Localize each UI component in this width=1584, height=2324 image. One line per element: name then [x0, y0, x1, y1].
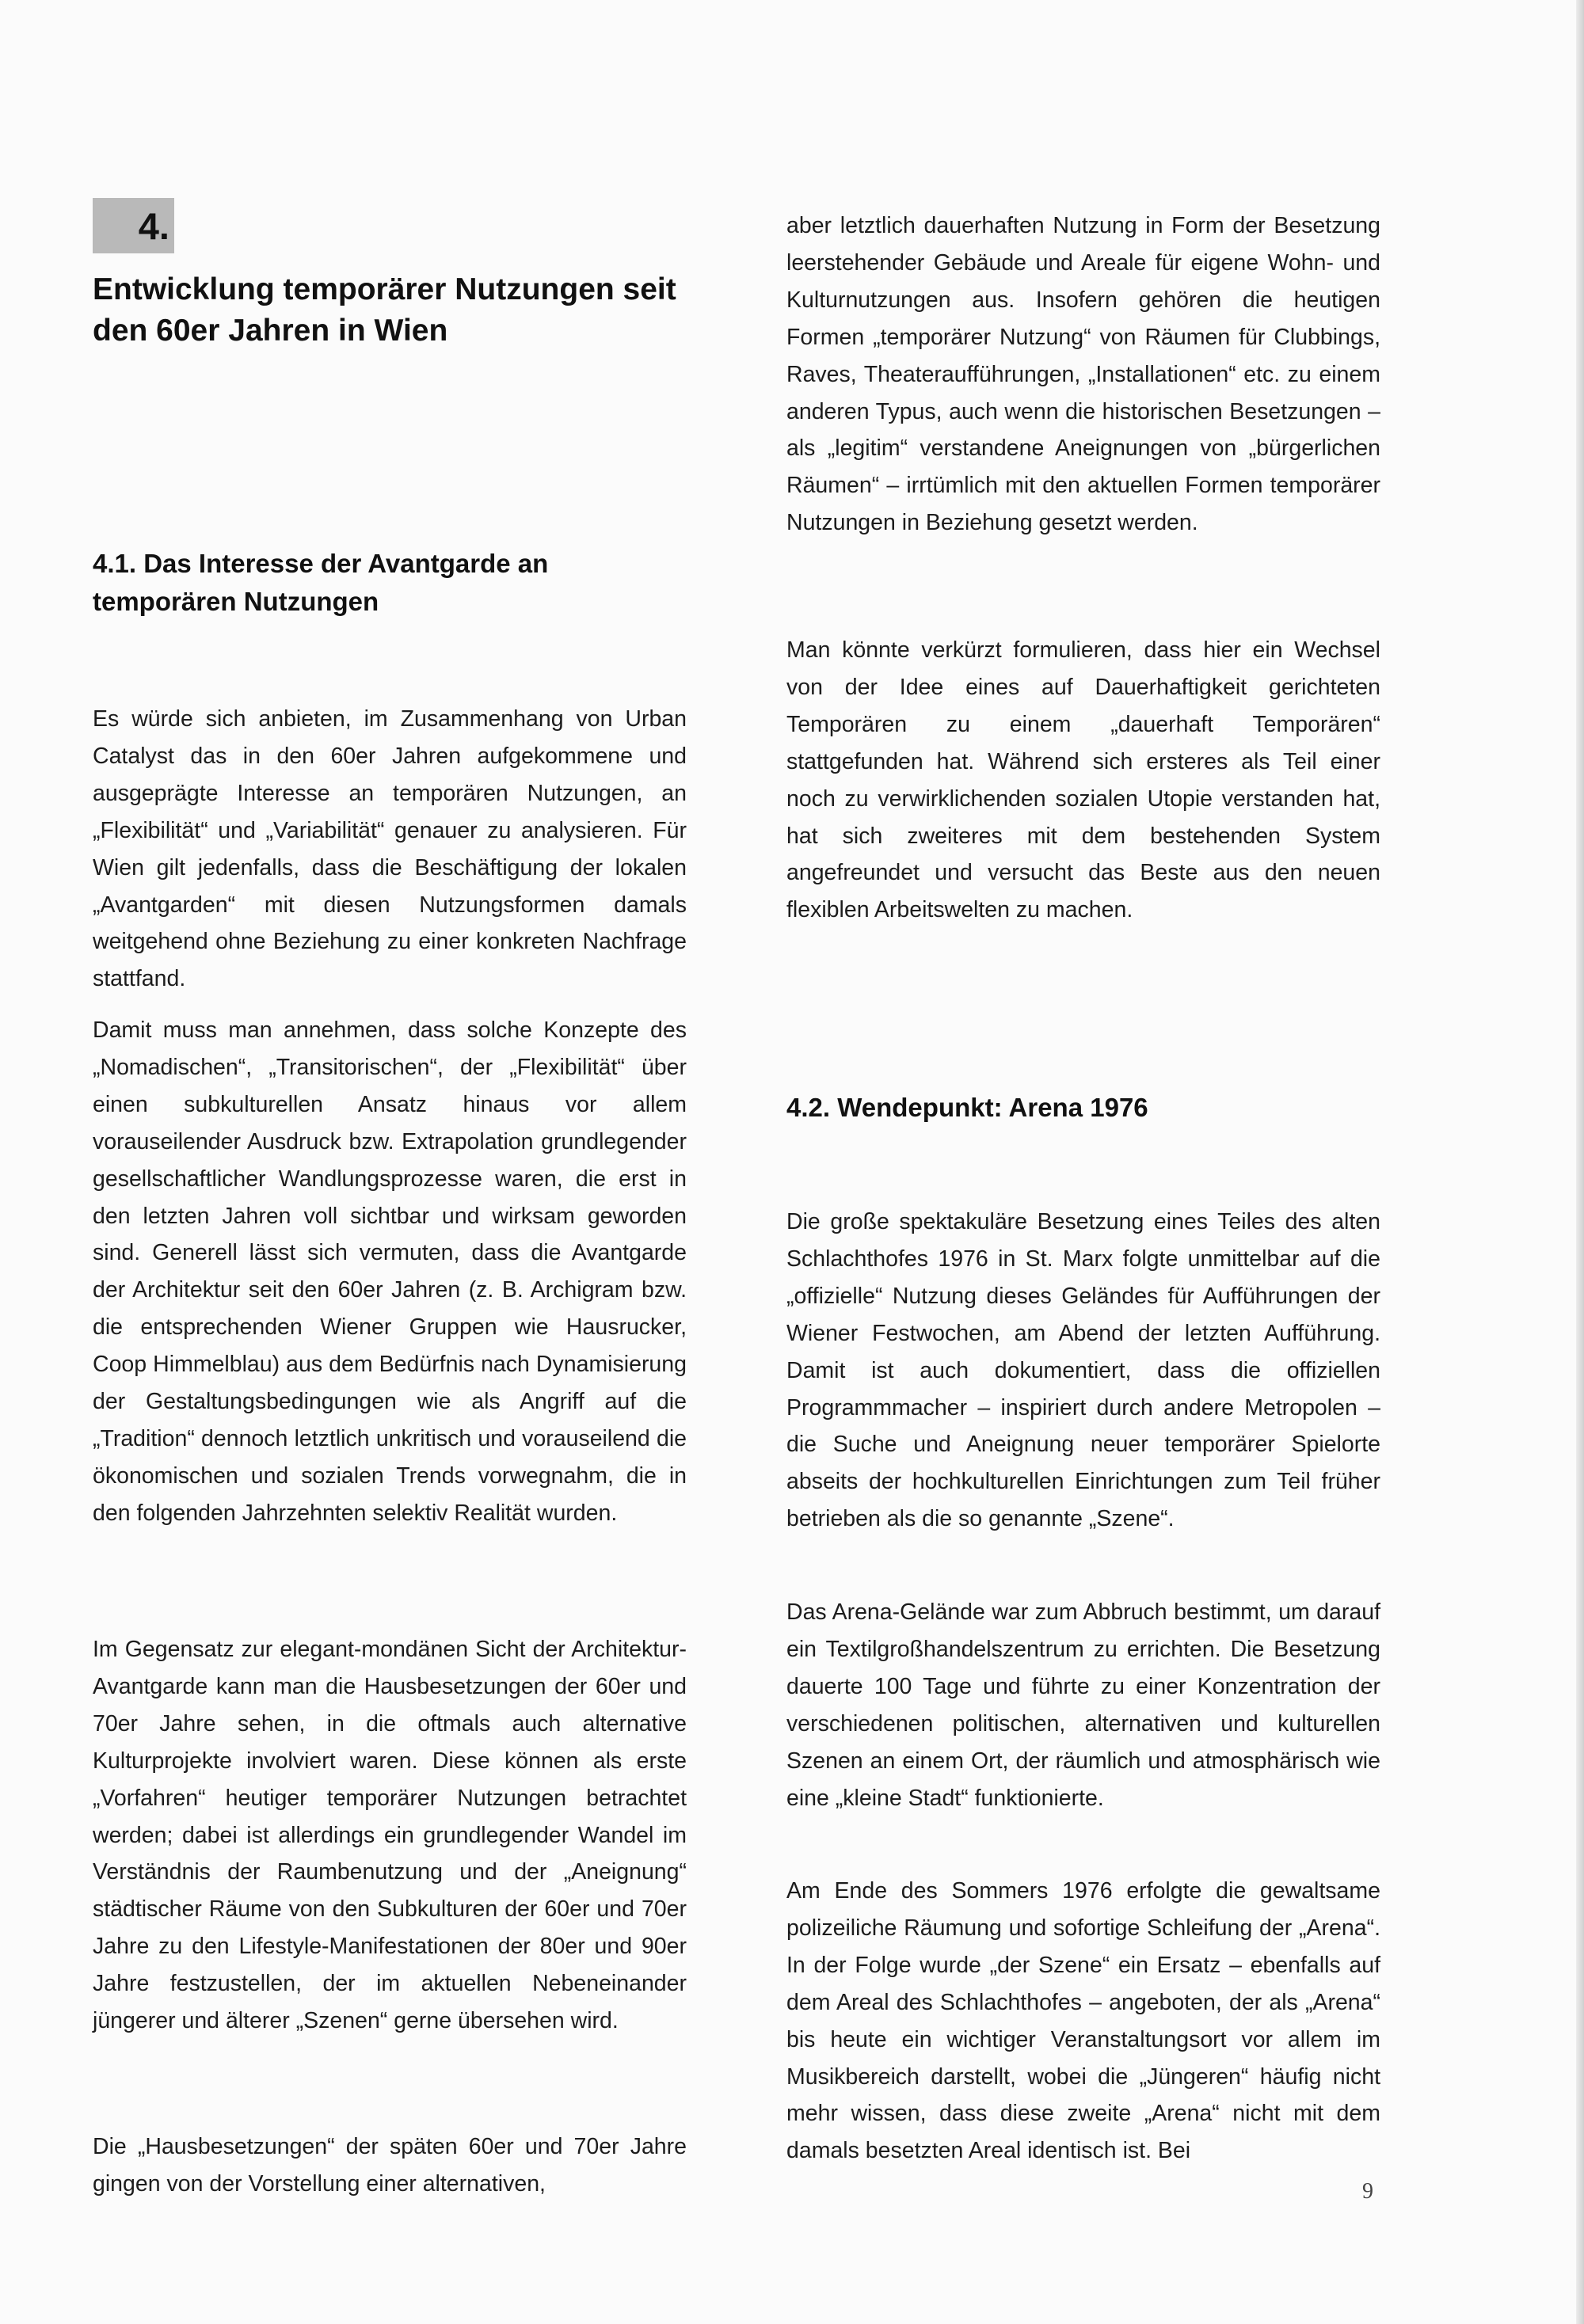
section-4-1-title: 4.1. Das Interesse der Avantgarde an temporären Nutzungen [93, 549, 549, 616]
left-paragraph-4: Die „Hausbesetzungen“ der späten 60er und 70er Jahre gingen von der Vorstellung einer alternativen, [93, 2134, 687, 2197]
right-paragraph-4: Das Arena-Gelände war zum Abbruch bestimmt, um darauf ein Textilgroßhandelszentrum zu errichten. Die Besetzung dauerte 100 Tage und führte zu einer Konzentration der verschiedenen politischen, alternativen und kulturellen Szenen an einem Ort, der räumlich und atmosphärisch wie eine „kleine Stadt“ funktionierte. [786, 1599, 1380, 1811]
right-paragraph-1: aber letztlich dauerhaften Nutzung in Form der Besetzung leerstehender Gebäude und Areale für eigene Wohn- und Kulturnutzungen aus. Insofern gehören die heutigen Formen „temporärer Nutzung“ von Räumen für Clubbings, Raves, Theateraufführungen, „Installationen“ etc. zu einem anderen Typus, auch wenn die historischen Besetzungen – als „legitim“ verstandene Aneignungen von „bürgerlichen Räumen“ – irrtümlich mit den aktuellen Formen temporärer Nutzungen in Beziehung gesetzt werden. [786, 213, 1380, 536]
chapter-number-box [93, 198, 174, 253]
left-paragraph-1: Es würde sich anbieten, im Zusammenhang von Urban Catalyst das in den 60er Jahren aufgekommene und ausgeprägte Interesse an temporären Nutzungen, an „Flexibilität“ und „Variabilität“ genauer zu analysieren. Für Wien gilt jedenfalls, dass die Beschäftigung der lokalen „Avantgarden“ mit diesen Nutzungsformen damals weitgehend ohne Beziehung zu einer konkreten Nachfrage stattfand. [93, 706, 687, 992]
page-number: 9 [1362, 2179, 1373, 2204]
right-paragraph-3: Die große spektakuläre Besetzung eines Teiles des alten Schlachthofes 1976 in St. Marx folgte unmittelbar auf die „offizielle“ Nutzung dieses Geländes für Aufführungen der Wiener Festwochen, am Abend der letzten Aufführung. Damit ist auch dokumentiert, dass die offiziellen Programmmacher – inspiriert durch andere Metropolen – die Suche und Aneignung neuer temporärer Spielorte abseits der hochkulturellen Einrichtungen zum Teil früher betrieben als die so genannte „Szene“. [786, 1209, 1380, 1532]
left-paragraph-2: Damit muss man annehmen, dass solche Konzepte des „Nomadischen“, „Transitorischen“, der „Flexibilität“ über einen subkulturellen Ansatz hinaus vor allem vorauseilender Ausdruck bzw. Extrapolation grundlegender gesellschaftlicher Wandlungsprozesse waren, die erst in den letzten Jahren voll sichtbar und wirksam geworden sind. Generell lässt sich vermuten, dass die Avantgarde der Architektur seit den 60er Jahren (z. B. Archigram bzw. die entsprechenden Wiener Gruppen wie Hausrucker, Coop Himmelblau) aus dem Bedürfnis nach Dynamisierung der Gestaltungsbedingungen wie als Angriff auf die „Tradition“ dennoch letztlich unkritisch und vorauseilend die ökonomischen und sozialen Trends vorwegnahm, die in den folgenden Jahrzehnten selektiv Realität wurden. [93, 1017, 687, 1526]
left-paragraph-3: Im Gegensatz zur elegant-mondänen Sicht der Architektur-Avantgarde kann man die Hausbesetzungen der 60er und 70er Jahre sehen, in die oftmals auch alternative Kulturprojekte involviert waren. Diese können als erste „Vorfahren“ heutiger temporärer Nutzungen betrachtet werden; dabei ist allerdings ein grundlegender Wandel im Verständnis der Raumbenutzung und der „Aneignung“ städtischer Räume von den Subkulturen der 60er und 70er Jahre zu den Lifestyle-Manifestationen der 80er und 90er Jahre festzustellen, der im aktuellen Nebeneinander jüngerer und älterer „Szenen“ gerne übersehen wird. [93, 1637, 687, 2034]
chapter-number: 4. [138, 204, 169, 247]
section-4-2-title: 4.2. Wendepunkt: Arena 1976 [786, 1093, 1148, 1122]
chapter-title: Entwicklung temporärer Nutzungen seit den 60er Jahren in Wien [93, 272, 676, 348]
right-paragraph-2: Man könnte verkürzt formulieren, dass hier ein Wechsel von der Idee eines auf Dauerhaftigkeit gerichteten Temporären zu einem „dauerhaft Temporären“ stattgefunden hat. Während sich ersteres als Teil einer noch zu verwirklichenden sozialen Utopie verstanden hat, hat sich zweiteres mit dem bestehenden System angefreundet und versucht das Beste aus den neuen flexiblen Arbeitswelten zu machen. [786, 637, 1380, 923]
page-edge-shadow [1576, 0, 1584, 2324]
right-paragraph-5: Am Ende des Sommers 1976 erfolgte die gewaltsame polizeiliche Räumung und sofortige Schleifung der „Arena“. In der Folge wurde „der Szene“ ein Ersatz – ebenfalls auf dem Areal des Schlachthofes – angeboten, der als „Arena“ bis heute ein wichtiger Veranstaltungsort vor allem im Musikbereich darstellt, wobei die „Jüngeren“ häufig nicht mehr wissen, dass diese zweite „Arena“ nicht mit dem damals besetzten Areal identisch ist. Bei [786, 1878, 1380, 2164]
